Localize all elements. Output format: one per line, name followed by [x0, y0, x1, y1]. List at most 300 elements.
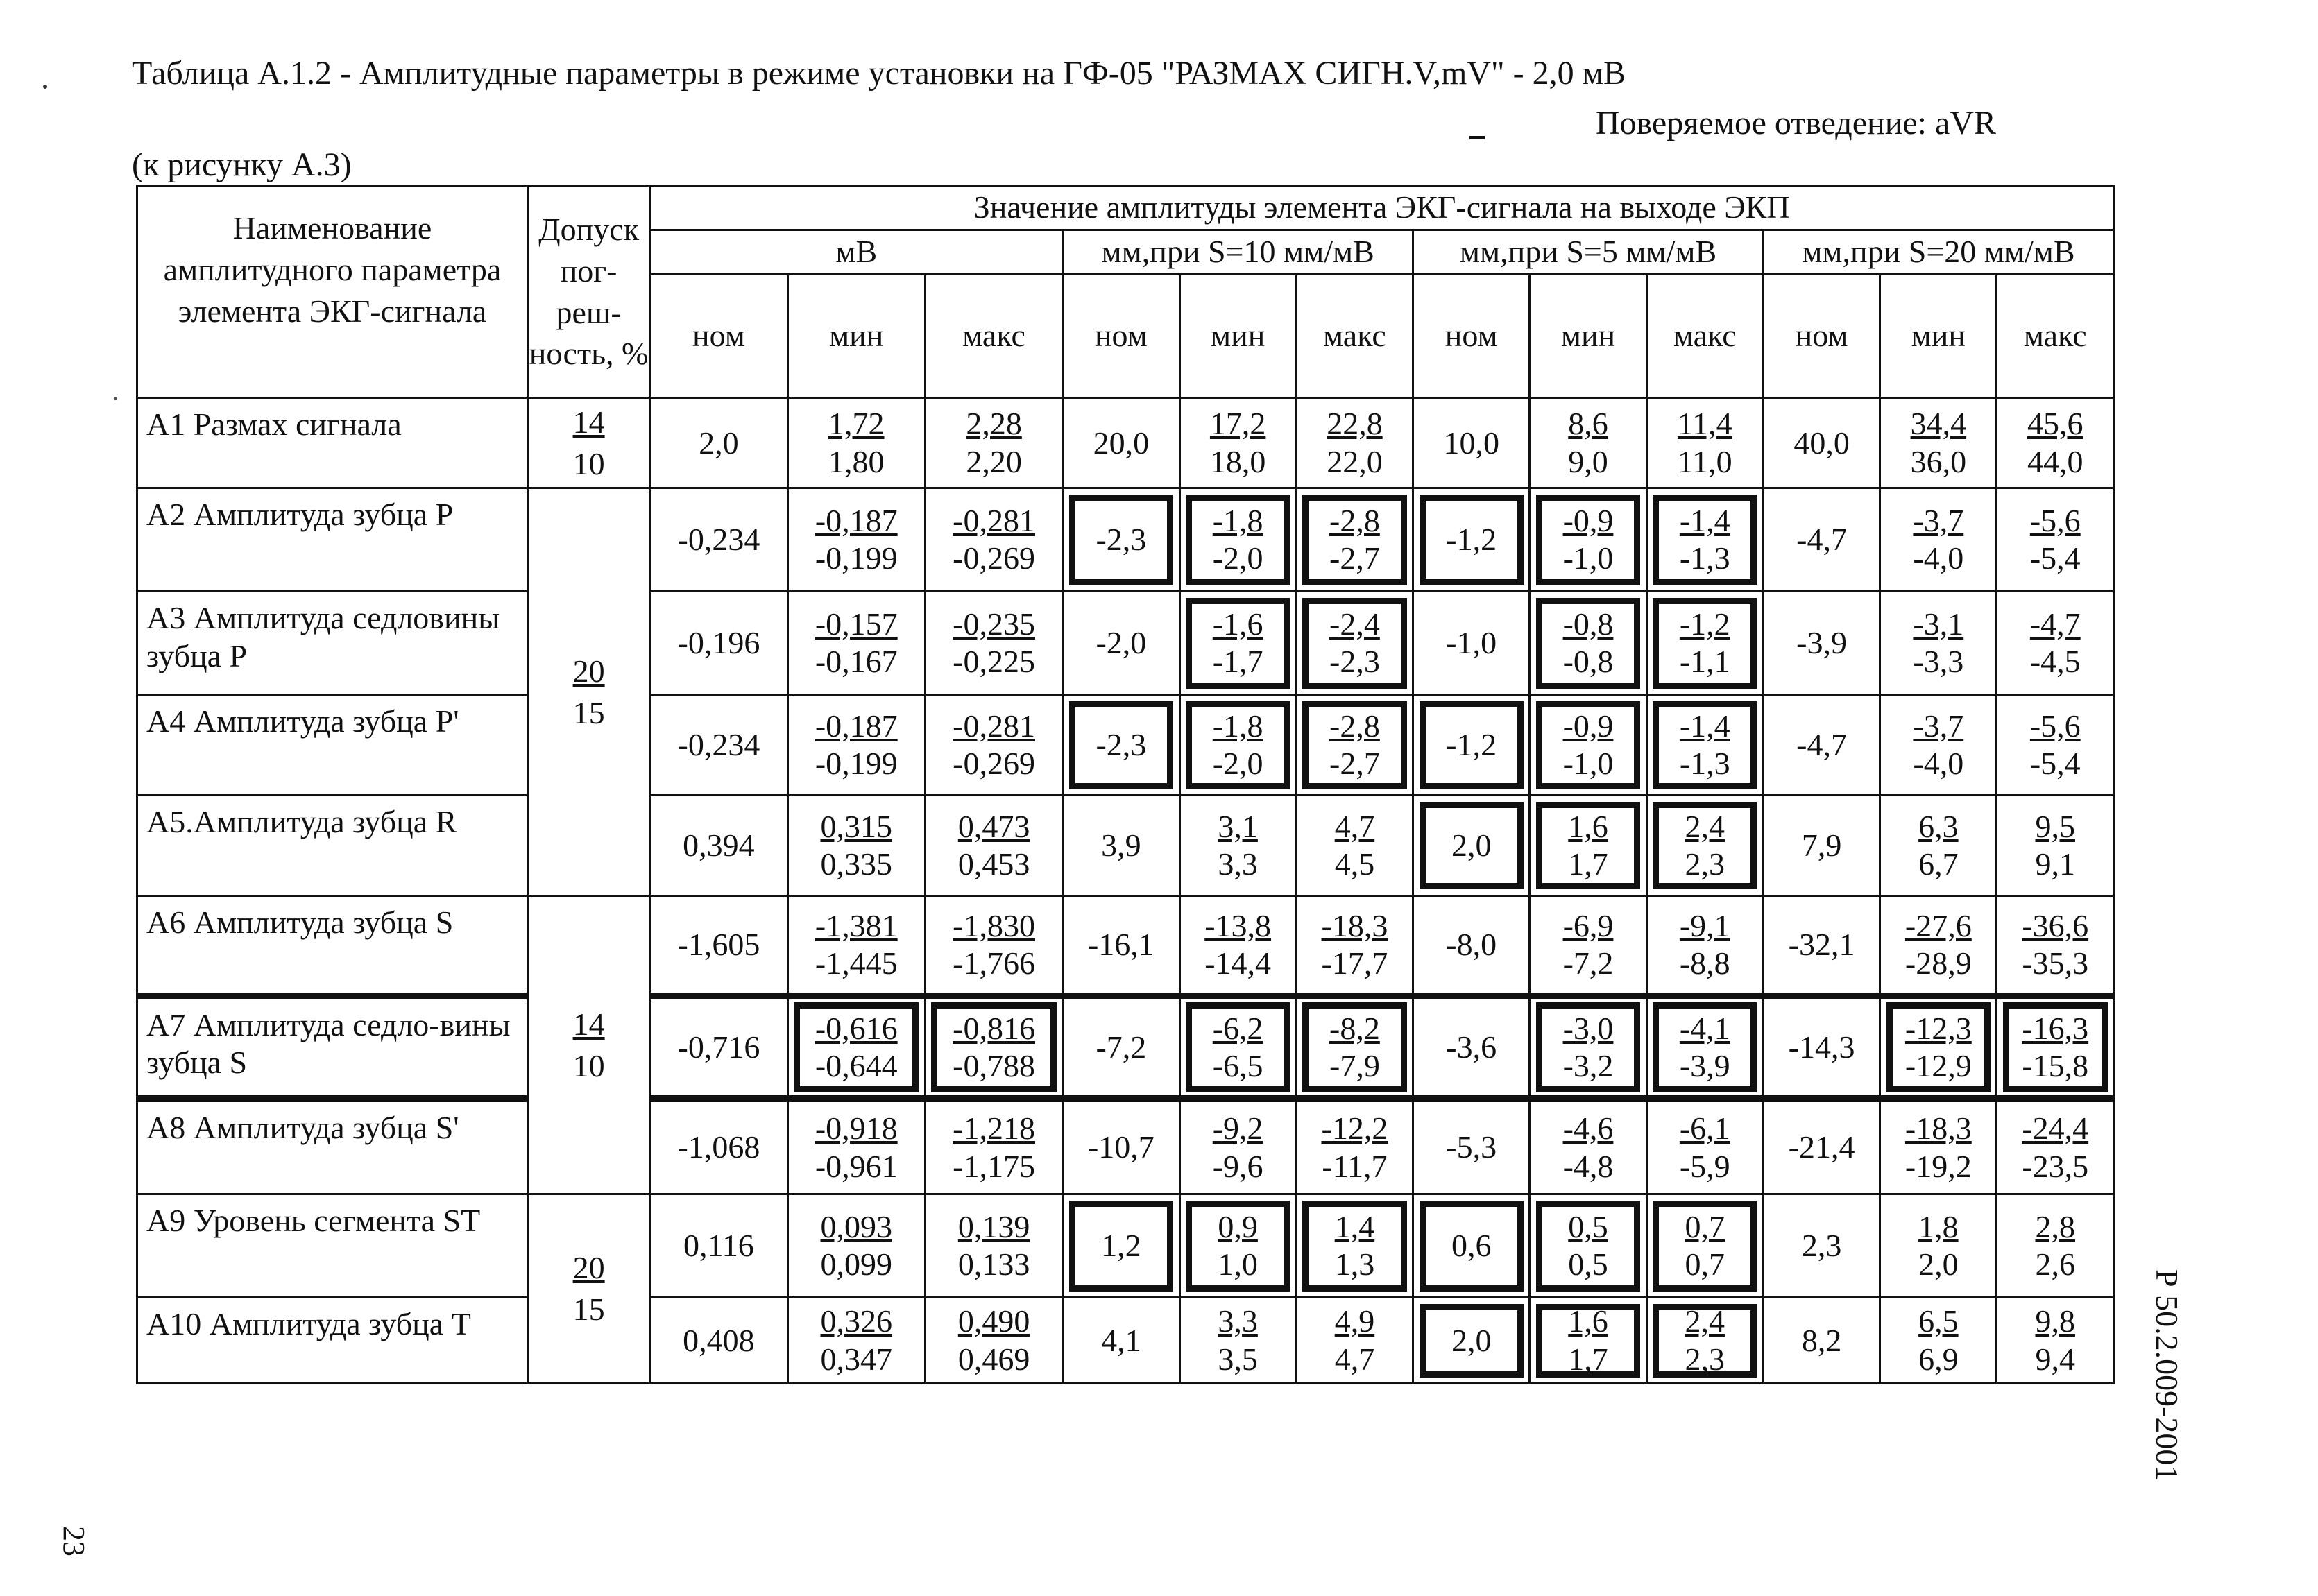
value-nom: -21,4	[1763, 1099, 1880, 1194]
value-max-adjusted: 9,1	[2035, 846, 2075, 882]
value-min	[1530, 1194, 1646, 1298]
value-min-limit: 17,2	[1209, 406, 1266, 442]
value-max-adjusted: 0,453	[957, 846, 1030, 882]
value-min-adjusted: 0,335	[820, 846, 892, 882]
tolerance-top: 20	[572, 1250, 605, 1286]
value-max-limit: -1,830	[953, 907, 1035, 943]
value-min-limit: -0,918	[815, 1110, 898, 1147]
value-min	[1880, 592, 1997, 695]
value-max-limit: -0,816	[953, 1010, 1035, 1046]
scan-speck	[43, 85, 47, 89]
value-max	[1997, 488, 2114, 592]
table-body	[137, 398, 2114, 1384]
value-min-limit: -27,6	[1904, 907, 1972, 943]
value-min	[1530, 895, 1646, 996]
value-max-limit: -0,235	[953, 606, 1035, 642]
value-max-adjusted: -1,3	[1679, 746, 1730, 782]
table-row	[137, 592, 2114, 695]
value-nom: -7,2	[1063, 996, 1179, 1098]
value-nom: -1,2	[1413, 488, 1530, 592]
tolerance-top: 14	[572, 1006, 605, 1042]
value-max-limit: 9,5	[2035, 808, 2075, 844]
header-name: Наименование амплитудного параметра элемента ЭКГ-сигнала	[137, 186, 528, 398]
value-min-limit: -1,381	[815, 907, 898, 943]
value-min	[1880, 796, 1997, 896]
value-max	[925, 398, 1062, 488]
value-max	[925, 1099, 1062, 1194]
tolerance-bottom: 10	[572, 1047, 605, 1083]
value-min-limit: -0,157	[815, 606, 898, 642]
value-max	[1997, 592, 2114, 695]
value-max-adjusted: -2,7	[1329, 540, 1380, 576]
value-max-adjusted: 0,7	[1685, 1246, 1725, 1282]
value-min-adjusted: 0,5	[1568, 1246, 1608, 1282]
value-min-limit: -0,616	[815, 1010, 898, 1046]
value-max	[1997, 1099, 2114, 1194]
value-max	[1646, 488, 1763, 592]
value-min-limit: -1,8	[1212, 708, 1263, 744]
value-min-adjusted: 1,80	[828, 443, 885, 479]
col-header: мин	[1530, 275, 1646, 398]
value-min-limit: 1,72	[828, 406, 885, 442]
value-min	[1179, 996, 1296, 1098]
value-max-adjusted: -15,8	[2022, 1047, 2089, 1083]
value-min-adjusted: 0,347	[820, 1341, 892, 1377]
value-min-limit: -3,0	[1562, 1010, 1614, 1046]
value-nom: 0,394	[650, 796, 787, 896]
value-nom: 8,2	[1763, 1298, 1880, 1384]
value-min-limit: 6,3	[1918, 808, 1959, 844]
value-min	[787, 695, 925, 796]
value-min-adjusted: 1,0	[1218, 1246, 1258, 1282]
value-min	[1880, 695, 1997, 796]
table-row	[137, 398, 2114, 488]
value-nom: 40,0	[1763, 398, 1880, 488]
param-name: А3 Амплитуда седловины зубца Р	[137, 592, 528, 695]
value-max-adjusted: 9,4	[2035, 1341, 2075, 1377]
value-nom: 0,408	[650, 1298, 787, 1384]
value-max	[925, 1298, 1062, 1384]
figure-reference: (к рисунку А.3)	[132, 146, 352, 183]
value-min	[1530, 695, 1646, 796]
value-min	[1179, 592, 1296, 695]
value-max-adjusted: -35,3	[2022, 945, 2089, 981]
value-max	[1997, 796, 2114, 896]
value-min-adjusted: -6,5	[1212, 1047, 1263, 1083]
value-max-limit: -2,4	[1329, 606, 1380, 642]
value-nom: 0,6	[1413, 1194, 1530, 1298]
value-min-limit: -0,187	[815, 503, 898, 539]
table-row	[137, 996, 2114, 1098]
value-min-limit: -13,8	[1204, 907, 1272, 943]
value-max-limit: -1,2	[1679, 606, 1730, 642]
value-min-adjusted: -1,445	[815, 945, 898, 981]
col-header: макс	[1646, 275, 1763, 398]
value-min	[1530, 488, 1646, 592]
value-max-limit: 4,9	[1334, 1303, 1375, 1339]
tolerance-top: 14	[572, 404, 605, 440]
value-max-limit: 22,8	[1327, 406, 1383, 442]
value-min-adjusted: 1,7	[1568, 846, 1608, 882]
col-header: макс	[925, 275, 1062, 398]
value-nom: -3,6	[1413, 996, 1530, 1098]
value-nom: 10,0	[1413, 398, 1530, 488]
value-max-limit: -8,2	[1329, 1010, 1380, 1046]
value-nom: -2,3	[1063, 695, 1179, 796]
value-max-adjusted: -0,269	[953, 746, 1035, 782]
param-name: А9 Уровень сегмента ST	[137, 1194, 528, 1298]
value-min-adjusted: -3,2	[1562, 1047, 1614, 1083]
value-max	[1296, 592, 1413, 695]
value-max-limit: 4,7	[1334, 808, 1375, 844]
value-min-adjusted: -0,199	[815, 540, 898, 576]
value-nom: 20,0	[1063, 398, 1179, 488]
value-min	[1179, 695, 1296, 796]
value-max-adjusted: 0,469	[957, 1341, 1030, 1377]
header-group: Значение амплитуды элемента ЭКГ-сигнала на выходе ЭКП	[650, 186, 2114, 230]
header-unit-s5: мм,при S=5 мм/мВ	[1413, 230, 1764, 275]
value-nom: -4,7	[1763, 488, 1880, 592]
value-max-adjusted: 44,0	[2027, 443, 2083, 479]
value-nom: 0,116	[650, 1194, 787, 1298]
tolerance-bottom: 15	[572, 694, 605, 730]
value-max	[1646, 1194, 1763, 1298]
value-min	[787, 1298, 925, 1384]
value-max-adjusted: -0,269	[953, 540, 1035, 576]
value-max	[1296, 996, 1413, 1098]
param-name: А5.Амплитуда зубца R	[137, 796, 528, 896]
value-max-adjusted: -0,225	[953, 644, 1035, 680]
value-nom: 7,9	[1763, 796, 1880, 896]
value-max	[1296, 1298, 1413, 1384]
value-min-adjusted: -1,0	[1562, 540, 1614, 576]
value-max-limit: -0,281	[953, 503, 1035, 539]
tolerance-bottom: 10	[572, 445, 605, 481]
value-min-adjusted: -0,8	[1562, 644, 1614, 680]
value-min-adjusted: -1,0	[1562, 746, 1614, 782]
value-max-adjusted: -1,766	[953, 945, 1035, 981]
value-min-adjusted: -12,9	[1904, 1047, 1972, 1083]
stray-mark	[1469, 136, 1485, 139]
value-max	[1296, 895, 1413, 996]
tolerance-cell	[527, 398, 649, 488]
col-header: ном	[1763, 275, 1880, 398]
value-min	[1880, 1194, 1997, 1298]
value-min-limit: -3,1	[1913, 606, 1964, 642]
value-nom: -1,068	[650, 1099, 787, 1194]
value-min	[787, 895, 925, 996]
value-min	[787, 1194, 925, 1298]
value-max	[1997, 398, 2114, 488]
value-min	[1530, 1099, 1646, 1194]
value-max	[925, 1194, 1062, 1298]
header-tolerance: Допуск пог-реш-ность, %	[527, 186, 649, 398]
value-min	[1880, 895, 1997, 996]
value-nom: -0,196	[650, 592, 787, 695]
header-unit-s20: мм,при S=20 мм/мВ	[1763, 230, 2113, 275]
value-max	[1646, 996, 1763, 1098]
table-row	[137, 1099, 2114, 1194]
value-max	[1997, 996, 2114, 1098]
value-nom: -32,1	[1763, 895, 1880, 996]
value-min-adjusted: -2,0	[1212, 540, 1263, 576]
value-max	[1296, 796, 1413, 896]
value-max-adjusted: -1,3	[1679, 540, 1730, 576]
value-max-adjusted: 22,0	[1327, 443, 1383, 479]
value-nom: -2,3	[1063, 488, 1179, 592]
value-max-limit: 45,6	[2027, 406, 2083, 442]
value-min	[1179, 1298, 1296, 1384]
value-nom: -1,0	[1413, 592, 1530, 695]
value-max	[1646, 695, 1763, 796]
value-max	[925, 695, 1062, 796]
scan-speck	[114, 397, 117, 400]
param-name: А6 Амплитуда зубца S	[137, 895, 528, 996]
value-min-limit: -0,9	[1562, 503, 1614, 539]
value-nom: 2,0	[1413, 1298, 1530, 1384]
value-min-limit: 1,6	[1568, 808, 1608, 844]
value-min	[1530, 796, 1646, 896]
value-min-adjusted: -1,7	[1212, 644, 1263, 680]
value-min	[1179, 488, 1296, 592]
value-nom: -3,9	[1763, 592, 1880, 695]
value-max-adjusted: -4,5	[2029, 644, 2081, 680]
page-number: 23	[57, 1526, 91, 1556]
value-max-adjusted: -17,7	[1321, 945, 1388, 981]
value-max-limit: -5,6	[2029, 708, 2081, 744]
value-min-adjusted: 3,5	[1218, 1341, 1258, 1377]
value-min-limit: -6,9	[1562, 907, 1614, 943]
value-max-limit: 2,8	[2035, 1209, 2075, 1245]
value-max	[925, 796, 1062, 896]
value-max-limit: 0,7	[1685, 1209, 1725, 1245]
value-min-adjusted: 0,099	[820, 1246, 892, 1282]
value-min-adjusted: 9,0	[1568, 443, 1608, 479]
value-min-adjusted: -19,2	[1904, 1148, 1972, 1184]
value-max-limit: 2,4	[1685, 808, 1725, 844]
value-max	[1997, 1194, 2114, 1298]
value-min	[1530, 996, 1646, 1098]
value-min	[1880, 996, 1997, 1098]
value-min-adjusted: 36,0	[1910, 443, 1967, 479]
value-min-adjusted: 1,7	[1568, 1341, 1608, 1377]
value-max-limit: -18,3	[1321, 907, 1388, 943]
param-name: А8 Амплитуда зубца S'	[137, 1099, 528, 1194]
value-max	[925, 488, 1062, 592]
value-max-adjusted: -2,3	[1329, 644, 1380, 680]
value-nom: 4,1	[1063, 1298, 1179, 1384]
value-min	[1880, 488, 1997, 592]
value-max-adjusted: 4,5	[1334, 846, 1375, 882]
value-max-limit: -2,8	[1329, 503, 1380, 539]
value-min-adjusted: -9,6	[1212, 1148, 1263, 1184]
value-min-limit: -4,6	[1562, 1110, 1614, 1147]
value-min	[787, 996, 925, 1098]
col-header: ном	[650, 275, 787, 398]
value-min-adjusted: -28,9	[1904, 945, 1972, 981]
value-min-adjusted: -3,3	[1913, 644, 1964, 680]
col-header: ном	[1063, 275, 1179, 398]
value-max-limit: -6,1	[1679, 1110, 1730, 1147]
value-nom: -8,0	[1413, 895, 1530, 996]
value-min-adjusted: 6,9	[1918, 1341, 1959, 1377]
value-min	[1530, 398, 1646, 488]
value-max	[1646, 592, 1763, 695]
value-min-adjusted: 18,0	[1209, 443, 1266, 479]
value-nom: -1,2	[1413, 695, 1530, 796]
value-max-adjusted: 2,3	[1685, 846, 1725, 882]
value-min	[1530, 592, 1646, 695]
value-min-adjusted: -4,8	[1562, 1148, 1614, 1184]
value-min-limit: 3,1	[1218, 808, 1258, 844]
value-min-adjusted: -0,961	[815, 1148, 898, 1184]
value-max-limit: -2,8	[1329, 708, 1380, 744]
value-max-adjusted: 1,3	[1334, 1246, 1375, 1282]
value-max	[1296, 695, 1413, 796]
table-row	[137, 1298, 2114, 1384]
value-nom: 2,0	[1413, 796, 1530, 896]
lead-label: Поверяемое отведение: aVR	[1595, 105, 1996, 141]
value-min-adjusted: -14,4	[1204, 945, 1272, 981]
value-max-adjusted: -8,8	[1679, 945, 1730, 981]
value-min-limit: 0,9	[1218, 1209, 1258, 1245]
value-min-adjusted: 2,0	[1918, 1246, 1959, 1282]
value-max	[1997, 895, 2114, 996]
value-min-limit: -0,8	[1562, 606, 1614, 642]
table-row	[137, 695, 2114, 796]
value-max	[1646, 796, 1763, 896]
value-min	[1179, 796, 1296, 896]
value-min-adjusted: -7,2	[1562, 945, 1614, 981]
col-header: мин	[1880, 275, 1997, 398]
header-row-group	[137, 186, 2114, 230]
value-max-limit: -9,1	[1679, 907, 1730, 943]
col-header: мин	[1179, 275, 1296, 398]
value-min	[787, 1099, 925, 1194]
value-nom: -0,716	[650, 996, 787, 1098]
value-nom: -14,3	[1763, 996, 1880, 1098]
value-min-limit: -9,2	[1212, 1110, 1263, 1147]
value-max-limit: -5,6	[2029, 503, 2081, 539]
value-min-limit: -12,3	[1904, 1010, 1972, 1046]
value-min-adjusted: -2,0	[1212, 746, 1263, 782]
value-min	[1179, 398, 1296, 488]
tolerance-top: 20	[572, 653, 605, 689]
value-min	[1179, 895, 1296, 996]
value-min-limit: 0,5	[1568, 1209, 1608, 1245]
value-max	[1296, 1194, 1413, 1298]
table-row	[137, 895, 2114, 996]
value-max	[1997, 695, 2114, 796]
value-min	[1179, 1194, 1296, 1298]
value-nom: -0,234	[650, 695, 787, 796]
value-max-adjusted: -0,788	[953, 1047, 1035, 1083]
value-max-limit: -4,7	[2029, 606, 2081, 642]
value-nom: 2,3	[1763, 1194, 1880, 1298]
tolerance-cell	[527, 895, 649, 1194]
value-min-adjusted: -0,644	[815, 1047, 898, 1083]
value-min-limit: -6,2	[1212, 1010, 1263, 1046]
param-name: А7 Амплитуда седло-вины зубца S	[137, 996, 528, 1098]
param-name: А1 Размах сигнала	[137, 398, 528, 488]
value-max-limit: -1,218	[953, 1110, 1035, 1147]
value-nom: -16,1	[1063, 895, 1179, 996]
value-min-limit: -18,3	[1904, 1110, 1972, 1147]
value-min-adjusted: -4,0	[1913, 540, 1964, 576]
value-min-limit: 0,315	[820, 808, 892, 844]
value-min-adjusted: 6,7	[1918, 846, 1959, 882]
value-min-adjusted: -0,167	[815, 644, 898, 680]
param-name: А4 Амплитуда зубца Р'	[137, 695, 528, 796]
value-max	[925, 592, 1062, 695]
value-min	[1880, 398, 1997, 488]
value-nom: 2,0	[650, 398, 787, 488]
value-nom: -5,3	[1413, 1099, 1530, 1194]
header-unit-s10: мм,при S=10 мм/мВ	[1063, 230, 1413, 275]
amplitude-table	[136, 185, 2115, 1384]
value-min-limit: -0,9	[1562, 708, 1614, 744]
value-min-limit: -3,7	[1913, 708, 1964, 744]
value-min-adjusted: -0,199	[815, 746, 898, 782]
value-min-limit: 8,6	[1568, 406, 1608, 442]
value-max	[925, 895, 1062, 996]
value-nom: -0,234	[650, 488, 787, 592]
value-min	[1179, 1099, 1296, 1194]
col-header: макс	[1997, 275, 2114, 398]
value-max-limit: 11,4	[1677, 406, 1732, 442]
value-min	[787, 592, 925, 695]
value-max-adjusted: -5,4	[2029, 540, 2081, 576]
value-max-adjusted: -2,7	[1329, 746, 1380, 782]
value-max-adjusted: -11,7	[1322, 1148, 1388, 1184]
value-max-limit: -0,281	[953, 708, 1035, 744]
value-min-limit: 1,6	[1568, 1303, 1608, 1339]
value-max-limit: 1,4	[1334, 1209, 1375, 1245]
tolerance-bottom: 15	[572, 1292, 605, 1328]
param-name: А10 Амплитуда зубца Т	[137, 1298, 528, 1384]
value-max-adjusted: -3,9	[1679, 1047, 1730, 1083]
value-max-adjusted: 2,20	[966, 443, 1022, 479]
value-max-limit: -24,4	[2022, 1110, 2089, 1147]
value-min-limit: 34,4	[1910, 406, 1967, 442]
value-max-adjusted: 2,6	[2035, 1246, 2075, 1282]
value-max-adjusted: 2,3	[1685, 1341, 1725, 1377]
value-min-adjusted: 3,3	[1218, 846, 1258, 882]
amplitude-table-container	[136, 185, 2115, 1384]
value-min-adjusted: -4,0	[1913, 746, 1964, 782]
value-min-limit: 3,3	[1218, 1303, 1258, 1339]
value-max-limit: 2,4	[1685, 1303, 1725, 1339]
value-max-limit: 0,490	[957, 1303, 1030, 1339]
value-min	[1880, 1298, 1997, 1384]
value-min-limit: 0,093	[820, 1209, 892, 1245]
value-max-limit: -1,4	[1679, 708, 1730, 744]
value-max-adjusted: -23,5	[2022, 1148, 2089, 1184]
value-min-limit: -3,7	[1913, 503, 1964, 539]
value-nom: 1,2	[1063, 1194, 1179, 1298]
value-max-adjusted: 4,7	[1334, 1341, 1375, 1377]
value-max	[1296, 488, 1413, 592]
value-min-limit: 0,326	[820, 1303, 892, 1339]
value-max	[1296, 1099, 1413, 1194]
value-min	[787, 796, 925, 896]
value-min	[1530, 1298, 1646, 1384]
value-max-limit: -16,3	[2022, 1010, 2089, 1046]
document-code: Р 50.2.009-2001	[2149, 1269, 2185, 1482]
value-max	[925, 996, 1062, 1098]
value-max-limit: -4,1	[1679, 1010, 1730, 1046]
value-min-limit: -0,187	[815, 708, 898, 744]
